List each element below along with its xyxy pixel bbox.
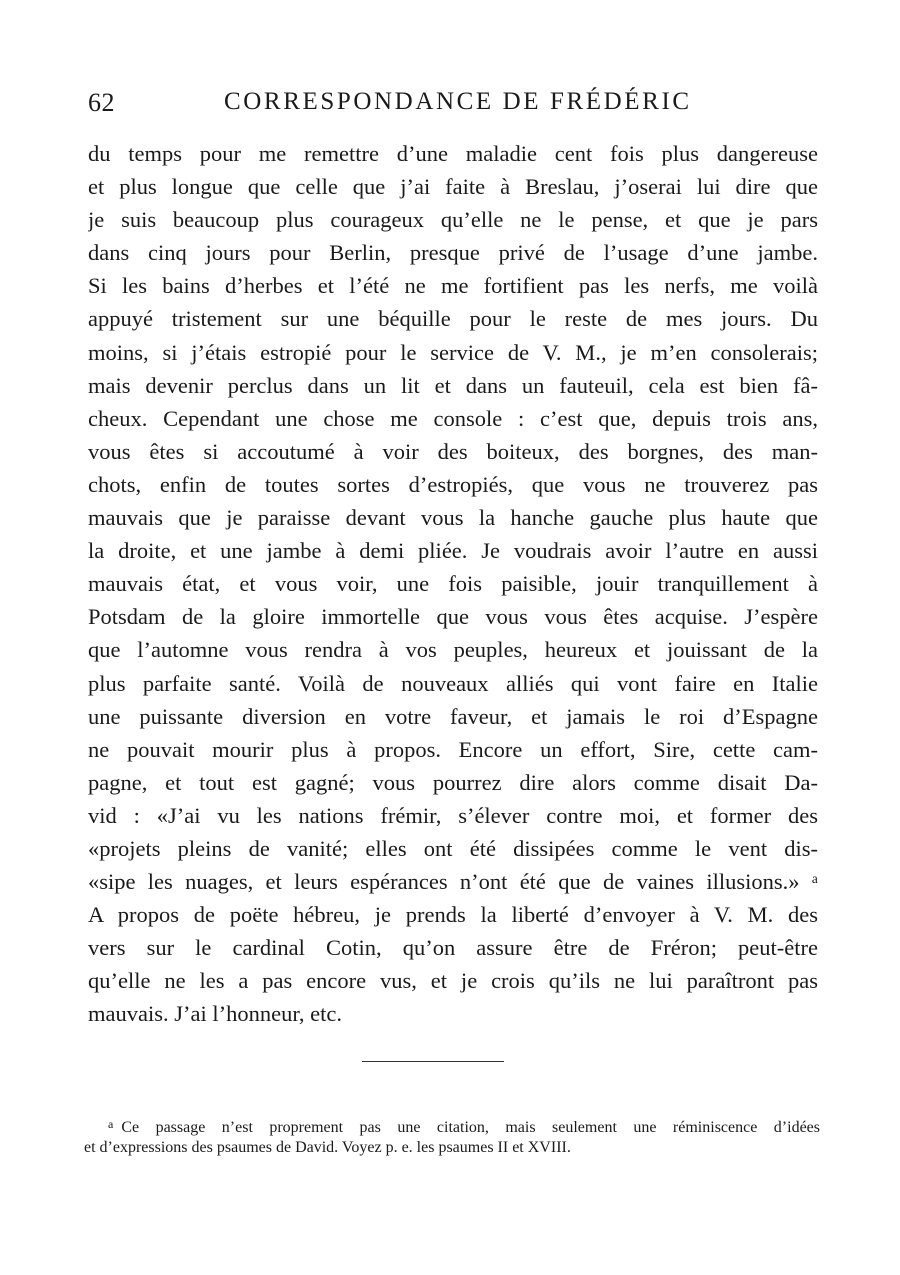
text-line: «sipe les nuages, et leurs espérances n’ont été que de vaines illusions.» ᵃ — [88, 869, 818, 895]
text-line: mauvais état, et vous voir, une fois paisible, jouir tranquillement à — [88, 571, 818, 597]
text-line: plus parfaite santé. Voilà de nouveaux alliés qui vont faire en Italie — [88, 670, 818, 696]
text-line: Potsdam de la gloire immortelle que vous vous êtes acquise. J’espère — [88, 604, 818, 630]
text-line: «projets pleins de vanité; elles ont été dissipées comme le vent dis- — [88, 835, 818, 861]
text-line: appuyé tristement sur une béquille pour le reste de mes jours. Du — [88, 306, 818, 332]
text-line: mauvais. J’ai l’honneur, etc. — [88, 1001, 343, 1027]
text-line: vous êtes si accoutumé à voir des boiteux, des borgnes, des man- — [88, 438, 818, 464]
text-line: la droite, et une jambe à demi pliée. Je voudrais avoir l’autre en aussi — [88, 538, 818, 564]
page-header — [88, 88, 818, 128]
footnote — [84, 1112, 820, 1160]
text-line: une puissante diversion en votre faveur, et jamais le roi d’Espagne — [88, 703, 818, 729]
footnote-line: et d’expressions des psaumes de David. Voyez p. e. les psaumes II et XVIII. — [84, 1139, 571, 1156]
letter-body — [88, 137, 818, 1031]
running-title: CORRESPONDANCE DE FRÉDÉRIC — [224, 88, 692, 115]
footnote-text-1: Ce passage n’est proprement pas une citation, mais seulement une réminiscence d’idées — [121, 1119, 820, 1136]
text-line: qu’elle ne les a pas encore vus, et je crois qu’ils ne lui paraîtront pas — [88, 968, 818, 994]
text-line: vid : «J’ai vu les nations frémir, s’élever contre moi, et former des — [88, 802, 818, 828]
text-line: pagne, et tout est gagné; vous pourrez dire alors comme disait Da- — [88, 769, 818, 795]
text-line: mauvais que je paraisse devant vous la hanche gauche plus haute que — [88, 505, 818, 531]
text-line: A propos de poëte hébreu, je prends la liberté d’envoyer à V. M. des — [88, 902, 818, 928]
text-line: ne pouvait mourir plus à propos. Encore un effort, Sire, cette cam- — [88, 736, 818, 762]
footnote-marker: a — [108, 1117, 114, 1131]
footnote-separator — [362, 1061, 504, 1062]
footnote-line — [84, 1112, 820, 1136]
text-line: dans cinq jours pour Berlin, presque privé de l’usage d’une jambe. — [88, 240, 818, 266]
text-line: vers sur le cardinal Cotin, qu’on assure être de Fréron; peut-être — [88, 935, 818, 961]
text-line: et plus longue que celle que j’ai faite à Breslau, j’oserai lui dire que — [88, 174, 818, 200]
text-line: mais devenir perclus dans un lit et dans un fauteuil, cela est bien fâ- — [88, 372, 818, 398]
text-line: que l’automne vous rendra à vos peuples, heureux et jouissant de la — [88, 637, 818, 663]
text-line: cheux. Cependant une chose me console : c’est que, depuis trois ans, — [88, 405, 818, 431]
text-line: chots, enfin de toutes sortes d’estropiés, que vous ne trouverez pas — [88, 471, 818, 497]
text-line: Si les bains d’herbes et l’été ne me fortifient pas les nerfs, me voilà — [88, 273, 818, 299]
text-line: moins, si j’étais estropié pour le service de V. M., je m’en consolerais; — [88, 339, 818, 365]
text-line: du temps pour me remettre d’une maladie cent fois plus dangereuse — [88, 141, 818, 166]
text-line: je suis beaucoup plus courageux qu’elle ne le pense, et que je pars — [88, 207, 818, 233]
page-number: 62 — [88, 88, 115, 117]
